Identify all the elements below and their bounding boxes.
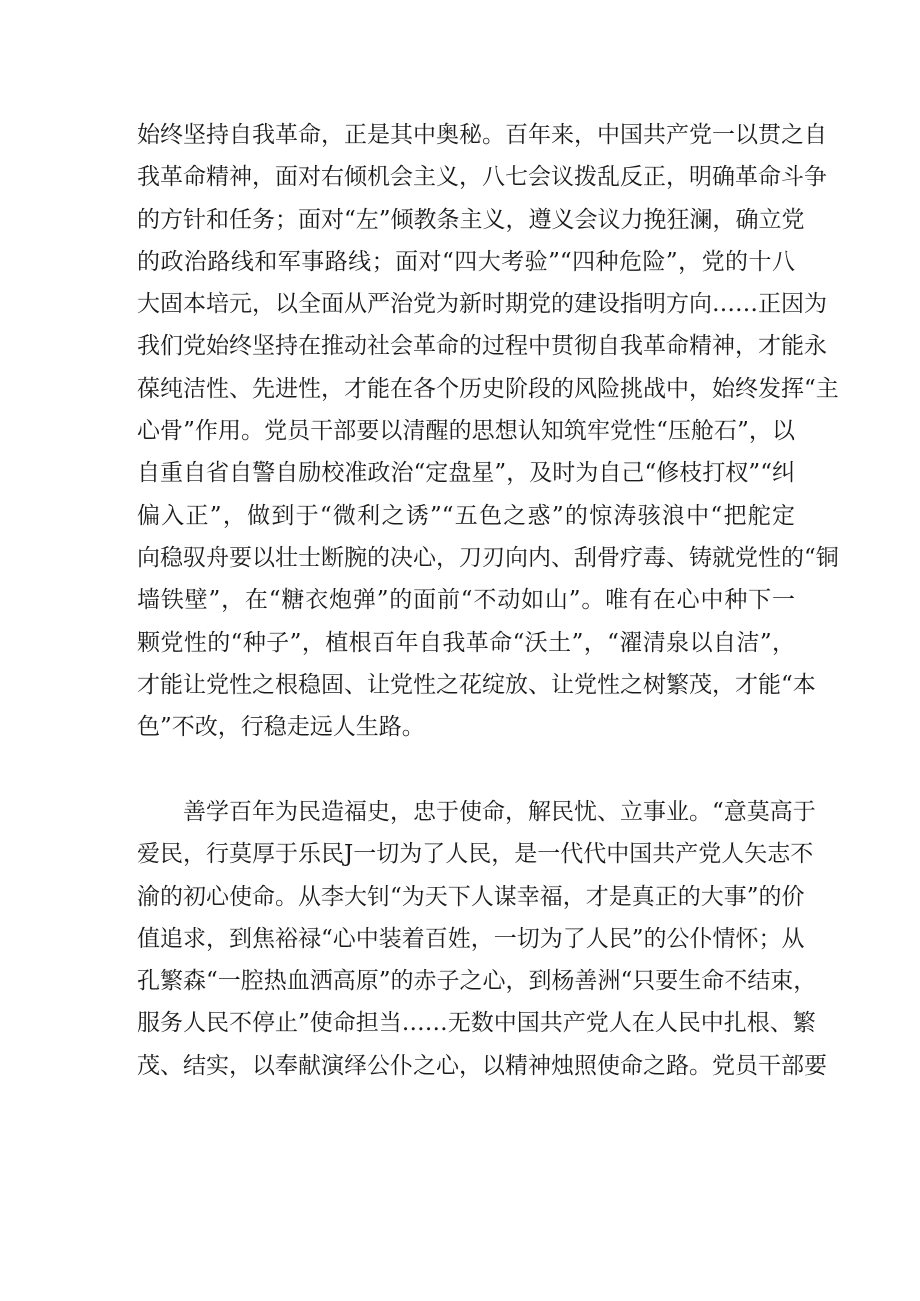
paragraph-serve-people (137, 791, 827, 1087)
text-line: 向稳驭舟要以壮士断腕的决心，刀刃向内、刮骨疗毒、铸就党性的“铜 (137, 544, 839, 571)
text-line: 服务人民不停止”使命担当……无数中国共产党人在人民中扎根、繁 (137, 1010, 816, 1037)
paragraph-self-revolution (137, 114, 839, 748)
text-line: 始终坚持自我革命，正是其中奥秘。百年来，中国共产党一以贯之自 (137, 122, 827, 148)
text-line: 的方针和任务；面对“左”倾教条主义，遵义会议力挽狂澜，确立党 (137, 206, 805, 233)
text-line: 爱民，行莫厚于乐民J一切为了人民，是一代代中国共产党人矢志不 (137, 841, 814, 868)
text-line: 大固本培元，以全面从严治党为新时期党的建设指明方向……正因为 (137, 291, 827, 318)
text-line: 孔繁森“一腔热血洒高原”的赤子之心，到杨善洲“只要生命不结束， (137, 968, 817, 995)
text-line: 自重自省自警自励校准政治“定盘星”，及时为自己“修枝打杈”“纠 (137, 460, 795, 487)
text-line: 善学百年为民造福史，忠于使命，解民忧、立事业。“意莫高于 (183, 799, 816, 825)
text-line: 偏入正”，做到于“微利之诱”“五色之惑”的惊涛骇浪中“把舵定 (137, 502, 795, 529)
text-line: 葆纯洁性、先进性，才能在各个历史阶段的风险挑战中，始终发挥“主 (137, 375, 839, 402)
text-line: 墙铁壁”，在“糖衣炮弹”的面前“不动如山”。唯有在心中种下一 (137, 587, 795, 614)
text-line: 我革命精神，面对右倾机会主义，八七会议拨乱反正，明确革命斗争 (137, 164, 827, 191)
text-line: 渝的初心使命。从李大钊“为天下人谋幸福，才是真正的大事”的价 (137, 883, 805, 910)
text-line: 色”不改，行稳走远人生路。 (137, 714, 425, 741)
text-line: 的政治路线和军事路线；面对“四大考验”“四种危险”，党的十八 (137, 248, 795, 275)
text-line: 心骨”作用。党员干部要以清醒的思想认知筑牢党性“压舱石”，以 (137, 418, 795, 445)
text-line: 我们党始终坚持在推动社会革命的过程中贯彻自我革命精神，才能永 (137, 333, 827, 360)
text-line: 茂、结实，以奉献演绎公仆之心，以精神烛照使命之路。党员干部要 (137, 1052, 827, 1079)
text-line: 颗党性的“种子”，植根百年自我革命“沃土”，“濯清泉以自洁”， (137, 629, 795, 656)
text-line: 值追求，到焦裕禄“心中装着百姓，一切为了人民”的公仆情怀；从 (137, 925, 805, 952)
text-line: 才能让党性之根稳固、让党性之花绽放、让党性之树繁茂，才能“本 (137, 671, 816, 698)
